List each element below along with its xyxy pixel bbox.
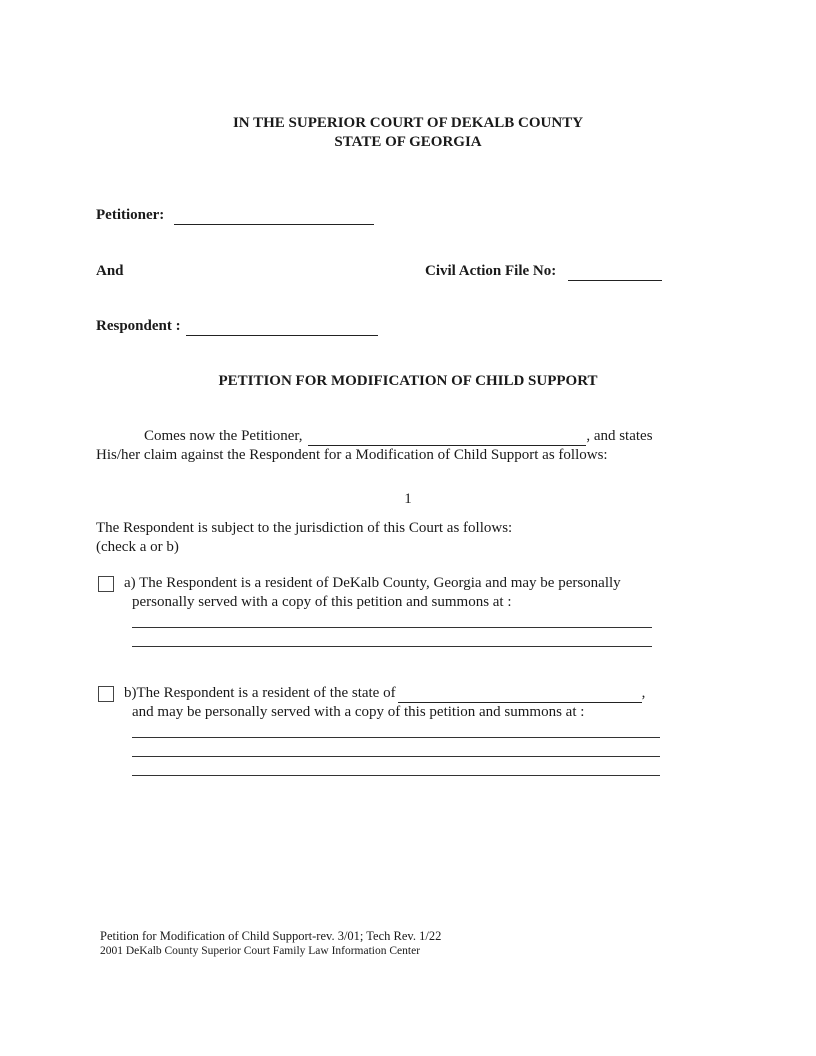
respondent-name-field[interactable] xyxy=(186,318,378,336)
respondent-row xyxy=(96,318,378,336)
civil-action-label: Civil Action File No: xyxy=(425,263,557,279)
option-b-text: b)The Respondent is a resident of the state of xyxy=(124,685,396,701)
option-b-line-1 xyxy=(124,685,645,703)
option-a-address-line-2[interactable] xyxy=(132,646,652,647)
jurisdiction-text: The Respondent is subject to the jurisdiction of this Court as follows: xyxy=(96,520,513,536)
state-heading: STATE OF GEORGIA xyxy=(334,134,482,150)
document-title: PETITION FOR MODIFICATION OF CHILD SUPPORT xyxy=(218,373,598,389)
intro-line-1 xyxy=(144,428,653,446)
check-instruction: (check a or b) xyxy=(96,539,179,555)
option-b-comma: , xyxy=(641,685,646,701)
civil-action-file-number-field[interactable] xyxy=(568,263,662,281)
petitioner-row xyxy=(96,207,374,225)
intro-line-2: His/her claim against the Respondent for a Modification of Child Support as follows: xyxy=(96,447,608,463)
respondent-state-field[interactable] xyxy=(398,685,642,703)
and-states-text: , and states xyxy=(586,428,653,444)
petitioner-label: Petitioner: xyxy=(96,207,165,223)
footer-copyright: 2001 DeKalb County Superior Court Family Law Information Center xyxy=(100,945,421,957)
footer-revision: Petition for Modification of Child Support-rev. 3/01; Tech Rev. 1/22 xyxy=(100,929,442,943)
option-b-address-line-1[interactable] xyxy=(132,737,660,738)
option-a-line-1: a) The Respondent is a resident of DeKalb County, Georgia and may be personally xyxy=(124,575,621,591)
petitioner-intro-name-field[interactable] xyxy=(308,428,586,446)
option-a-line-2: personally served with a copy of this petition and summons at : xyxy=(132,594,512,610)
section-number: 1 xyxy=(404,491,412,507)
option-b-checkbox[interactable] xyxy=(98,686,114,702)
court-heading: IN THE SUPERIOR COURT OF DEKALB COUNTY xyxy=(232,115,584,131)
respondent-label: Respondent : xyxy=(96,318,181,334)
option-a-checkbox[interactable] xyxy=(98,576,114,592)
option-b-address-line-3[interactable] xyxy=(132,775,660,776)
civil-action-row xyxy=(425,263,662,281)
petitioner-name-field[interactable] xyxy=(174,207,374,225)
comes-now-text: Comes now the Petitioner, xyxy=(144,428,303,444)
option-a-address-line-1[interactable] xyxy=(132,627,652,628)
option-b-line-2: and may be personally served with a copy of this petition and summons at : xyxy=(132,704,585,720)
and-label: And xyxy=(96,263,124,279)
option-b-address-line-2[interactable] xyxy=(132,756,660,757)
